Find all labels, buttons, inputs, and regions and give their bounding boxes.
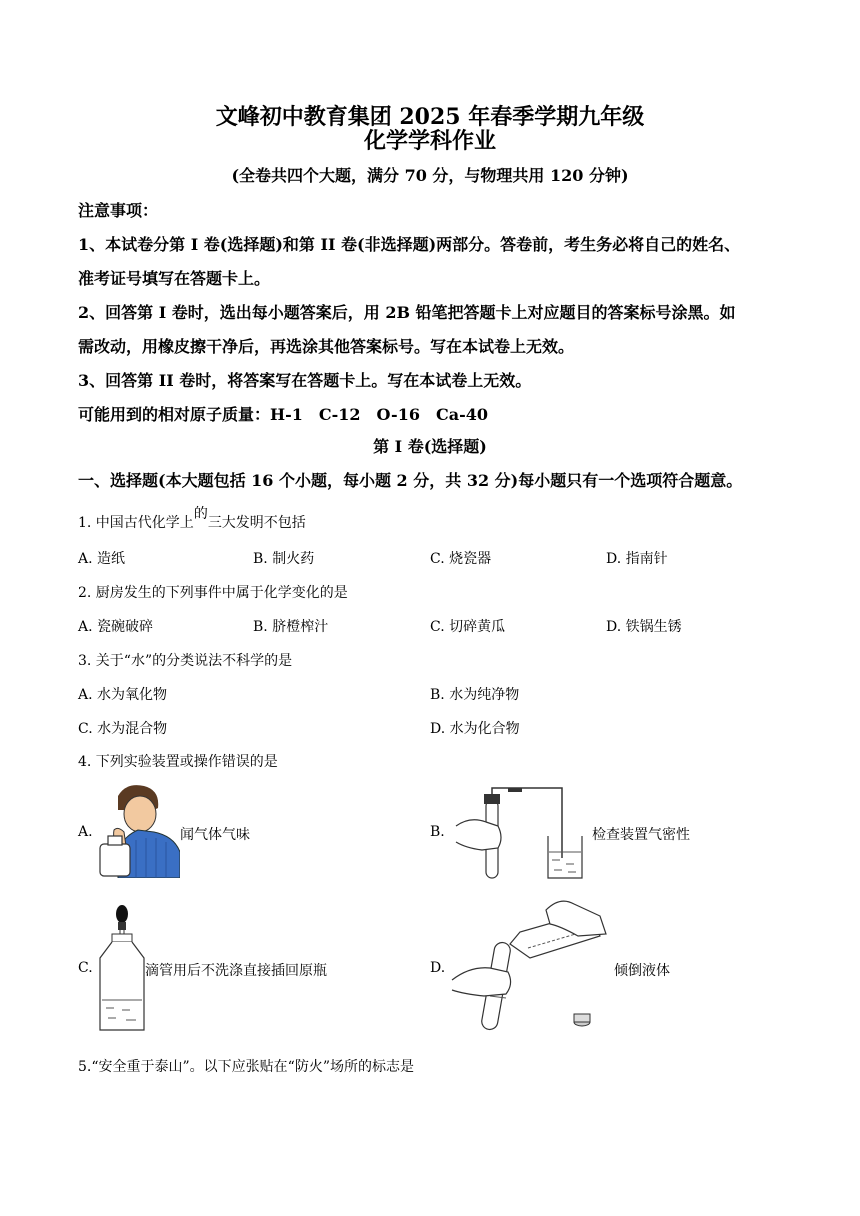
section-1-heading: 一、选择题(本大题包括 16 个小题，每小题 2 分，共 32 分)每小题只有一个选项符合题意。 [78,471,743,490]
q3-option-a: A. 水为氧化物 [78,687,168,703]
q3-option-c: C. 水为混合物 [78,721,168,737]
question-4-stem: 4. 下列实验装置或操作错误的是 [78,754,278,770]
exam-subject: 化学学科作业 [363,128,496,154]
question-5-stem: 5.“安全重于泰山”。以下应张贴在“防火”场所的标志是 [78,1059,414,1075]
notes-heading: 注意事项： [78,201,159,220]
note-2-line-1: 2、回答第 I 卷时，选出每小题答案后，用 2B 铅笔把答题卡上对应题目的答案标号涂黑。如 [78,303,736,322]
q2-option-c: C. 切碎黄瓜 [430,619,506,635]
q1-option-b: B. 制火药 [253,551,315,567]
q2-option-a: A. 瓷碗破碎 [78,619,154,635]
q3-option-d: D. 水为化合物 [430,721,520,737]
q1-option-d: D. 指南针 [606,551,668,567]
note-2-line-2: 需改动，用橡皮擦干净后，再选涂其他答案标号。写在本试卷上无效。 [78,337,575,356]
exam-subtitle: (全卷共四个大题，满分 70 分，与物理共用 120 分钟) [231,166,629,185]
q3-option-b: B. 水为纯净物 [430,687,520,703]
dropper-bottle-illustration-icon [96,904,148,1032]
q2-option-d: D. 铁锅生锈 [606,619,682,635]
note-1-line-1: 1、本试卷分第 I 卷(选择题)和第 II 卷(非选择题)两部分。答卷前，考生务必将自己的姓名、 [78,235,741,254]
q4-option-a-label: A. [78,824,93,840]
q4-option-d-label: D. [430,960,446,976]
q4-option-d-caption: 倾倒液体 [614,963,670,979]
question-2-stem: 2. 厨房发生的下列事件中属于化学变化的是 [78,585,348,601]
part-1-heading: 第 I 卷(选择题) [373,437,487,456]
q1-option-a: A. 造纸 [78,551,126,567]
exam-title: 文峰初中教育集团 2025 年春季学期九年级 [215,104,645,130]
q4-option-b-label: B. [430,824,445,840]
question-3-stem: 3. 关于“水”的分类说法不科学的是 [78,653,293,669]
q4-option-c-caption: 滴管用后不洗涤直接插回原瓶 [145,963,327,979]
question-1-stem: 1. 中国古代化学上的三大发明不包括 [78,506,306,531]
note-3: 3、回答第 II 卷时，将答案写在答题卡上。写在本试卷上无效。 [78,371,532,390]
q4-option-a-caption: 闻气体气味 [180,827,250,843]
airtightness-apparatus-illustration-icon [452,786,592,882]
q1-option-c: C. 烧瓷器 [430,551,492,567]
q2-option-b: B. 脐橙榨汁 [253,619,329,635]
q4-option-c-label: C. [78,960,93,976]
atomic-mass: 可能用到的相对原子质量：H-1 C-12 O-16 Ca-40 [78,405,488,424]
q4-option-b-caption: 检查装置气密性 [592,827,690,843]
smelling-gas-illustration-icon [96,780,180,878]
note-1-line-2: 准考证号填写在答题卡上。 [78,269,271,288]
pouring-liquid-illustration-icon [450,896,610,1036]
